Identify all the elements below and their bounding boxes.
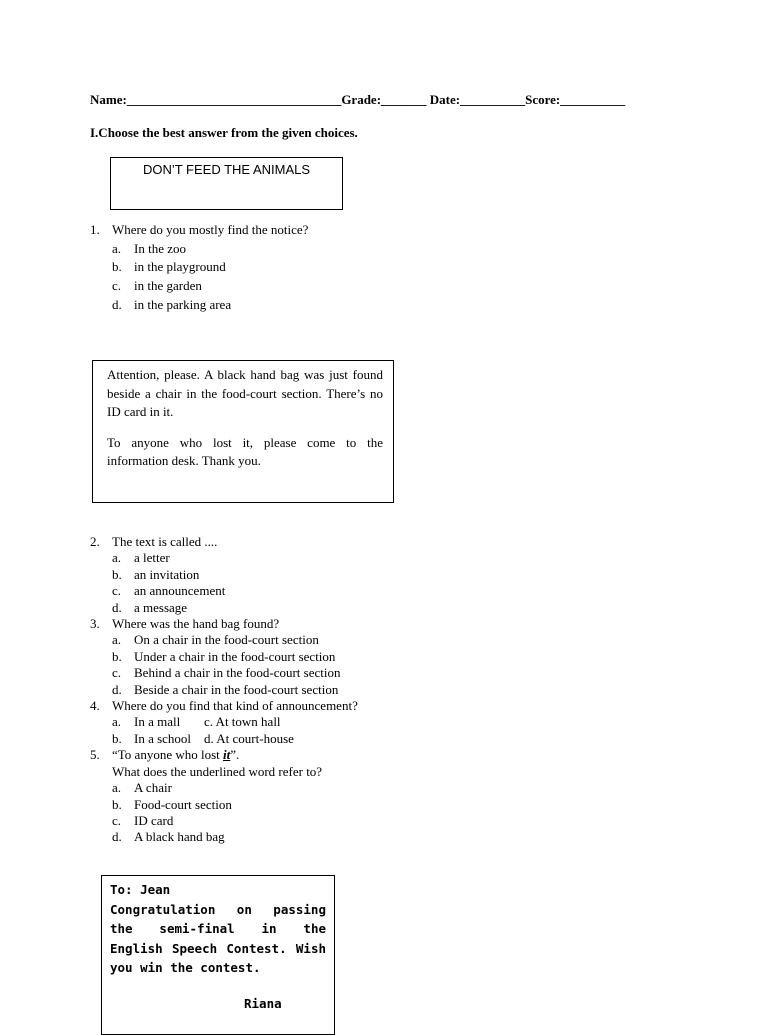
- option-letter: d.: [112, 296, 122, 312]
- option-c: [112, 665, 358, 681]
- option-text: On a chair in the food-court section: [134, 632, 319, 648]
- option-d: [112, 682, 358, 698]
- option-d: d. At court-house: [204, 730, 294, 746]
- notice-text: DON’T FEED THE ANIMALS: [142, 162, 311, 177]
- question-4: [90, 698, 358, 714]
- question-text: Where was the hand bag found?: [112, 616, 280, 632]
- option-letter: d.: [112, 681, 122, 697]
- option-text: in the parking area: [134, 296, 232, 312]
- option-letter: c.: [112, 665, 122, 681]
- option-b: [112, 649, 358, 665]
- option-c: c. At town hall: [204, 714, 281, 730]
- section-instruction: I.Choose the best answer from the given choices.: [90, 125, 358, 140]
- option-d: [112, 600, 358, 616]
- option-b: [112, 567, 358, 583]
- option-text: Behind a chair in the food-court section: [134, 665, 341, 681]
- announcement-paragraph-1: Attention, please. A black hand bag was just found beside a chair in the food-court section. There’s no ID card in it.: [107, 367, 383, 419]
- option-d: [112, 829, 358, 845]
- card-message: Congratulation on passing the semi-final in the English Speech Contest. Wish you win the contest.: [110, 901, 326, 975]
- option-text: Food-court section: [134, 796, 232, 812]
- question-number: 3.: [90, 616, 100, 632]
- question-number: 1.: [90, 222, 100, 237]
- option-d: [112, 296, 308, 315]
- question-5: [90, 747, 358, 763]
- question-text: Where do you mostly find the notice?: [112, 222, 309, 237]
- announcement-paragraph-2: To anyone who lost it, please come to the information desk. Thank you.: [107, 434, 383, 468]
- option-text: ID card: [134, 812, 174, 828]
- option-b: [112, 797, 358, 813]
- option-letter: a.: [112, 780, 122, 796]
- option-a: [112, 780, 358, 796]
- option-b: [112, 258, 308, 277]
- question-number: 5.: [90, 747, 100, 763]
- option-text: a message: [134, 599, 188, 615]
- option-a: [112, 632, 358, 648]
- options-row-2: [112, 731, 358, 747]
- option-letter: d.: [112, 599, 122, 615]
- option-letter: a.: [112, 550, 122, 566]
- option-text: In a mall: [134, 714, 181, 730]
- option-text: In a school: [134, 730, 192, 746]
- option-letter: c.: [112, 812, 122, 828]
- option-letter: c.: [112, 278, 122, 294]
- question-2: [90, 534, 358, 550]
- notice-box: [110, 157, 343, 210]
- option-letter: b.: [112, 566, 122, 582]
- option-text: A chair: [134, 780, 172, 796]
- option-letter: a.: [112, 632, 122, 648]
- question-text: Where do you find that kind of announcement?: [112, 698, 358, 714]
- announcement-box: [92, 360, 394, 503]
- option-text: an invitation: [134, 566, 200, 582]
- option-text: In the zoo: [134, 240, 186, 256]
- option-text: in the garden: [134, 278, 202, 294]
- greeting-card-box: [101, 875, 335, 1035]
- option-a: [112, 550, 358, 566]
- option-text: Under a chair in the food-court section: [134, 648, 336, 664]
- option-c: [112, 583, 358, 599]
- option-letter: b.: [112, 259, 122, 275]
- option-letter: c.: [112, 583, 122, 599]
- question-number: 2.: [90, 534, 100, 549]
- option-text: Beside a chair in the food-court section: [134, 681, 339, 697]
- option-c: [112, 277, 308, 296]
- question-quote: [112, 747, 239, 763]
- name-grade-date-score-line: Name:_________________________________Grade:_______ Date:__________Score:__________: [90, 92, 626, 107]
- quote-after: ”.: [230, 747, 240, 763]
- option-c: [112, 813, 358, 829]
- option-a: [112, 240, 308, 259]
- option-letter: a.: [112, 240, 122, 256]
- question-subtext: What does the underlined word refer to?: [112, 763, 323, 779]
- card-signature: Riana: [244, 995, 282, 1011]
- question-3: [90, 616, 358, 632]
- option-letter: b.: [112, 796, 122, 812]
- option-text: A black hand bag: [134, 829, 225, 845]
- question-number: 4.: [90, 698, 100, 714]
- card-recipient: To: Jean: [110, 882, 171, 897]
- underlined-word: it: [223, 747, 231, 763]
- questions-2-to-5: [90, 534, 358, 846]
- option-text: in the playground: [134, 259, 226, 275]
- option-letter: d.: [112, 829, 122, 845]
- option-text: an announcement: [134, 583, 226, 599]
- option-letter: a.: [112, 714, 122, 730]
- options-row-1: [112, 714, 358, 730]
- option-letter: b.: [112, 648, 122, 664]
- option-letter: b.: [112, 730, 122, 746]
- question-text: The text is called ....: [112, 534, 218, 549]
- quote-before: “To anyone who lost: [112, 747, 224, 763]
- option-text: a letter: [134, 550, 170, 566]
- question-1: [90, 221, 308, 315]
